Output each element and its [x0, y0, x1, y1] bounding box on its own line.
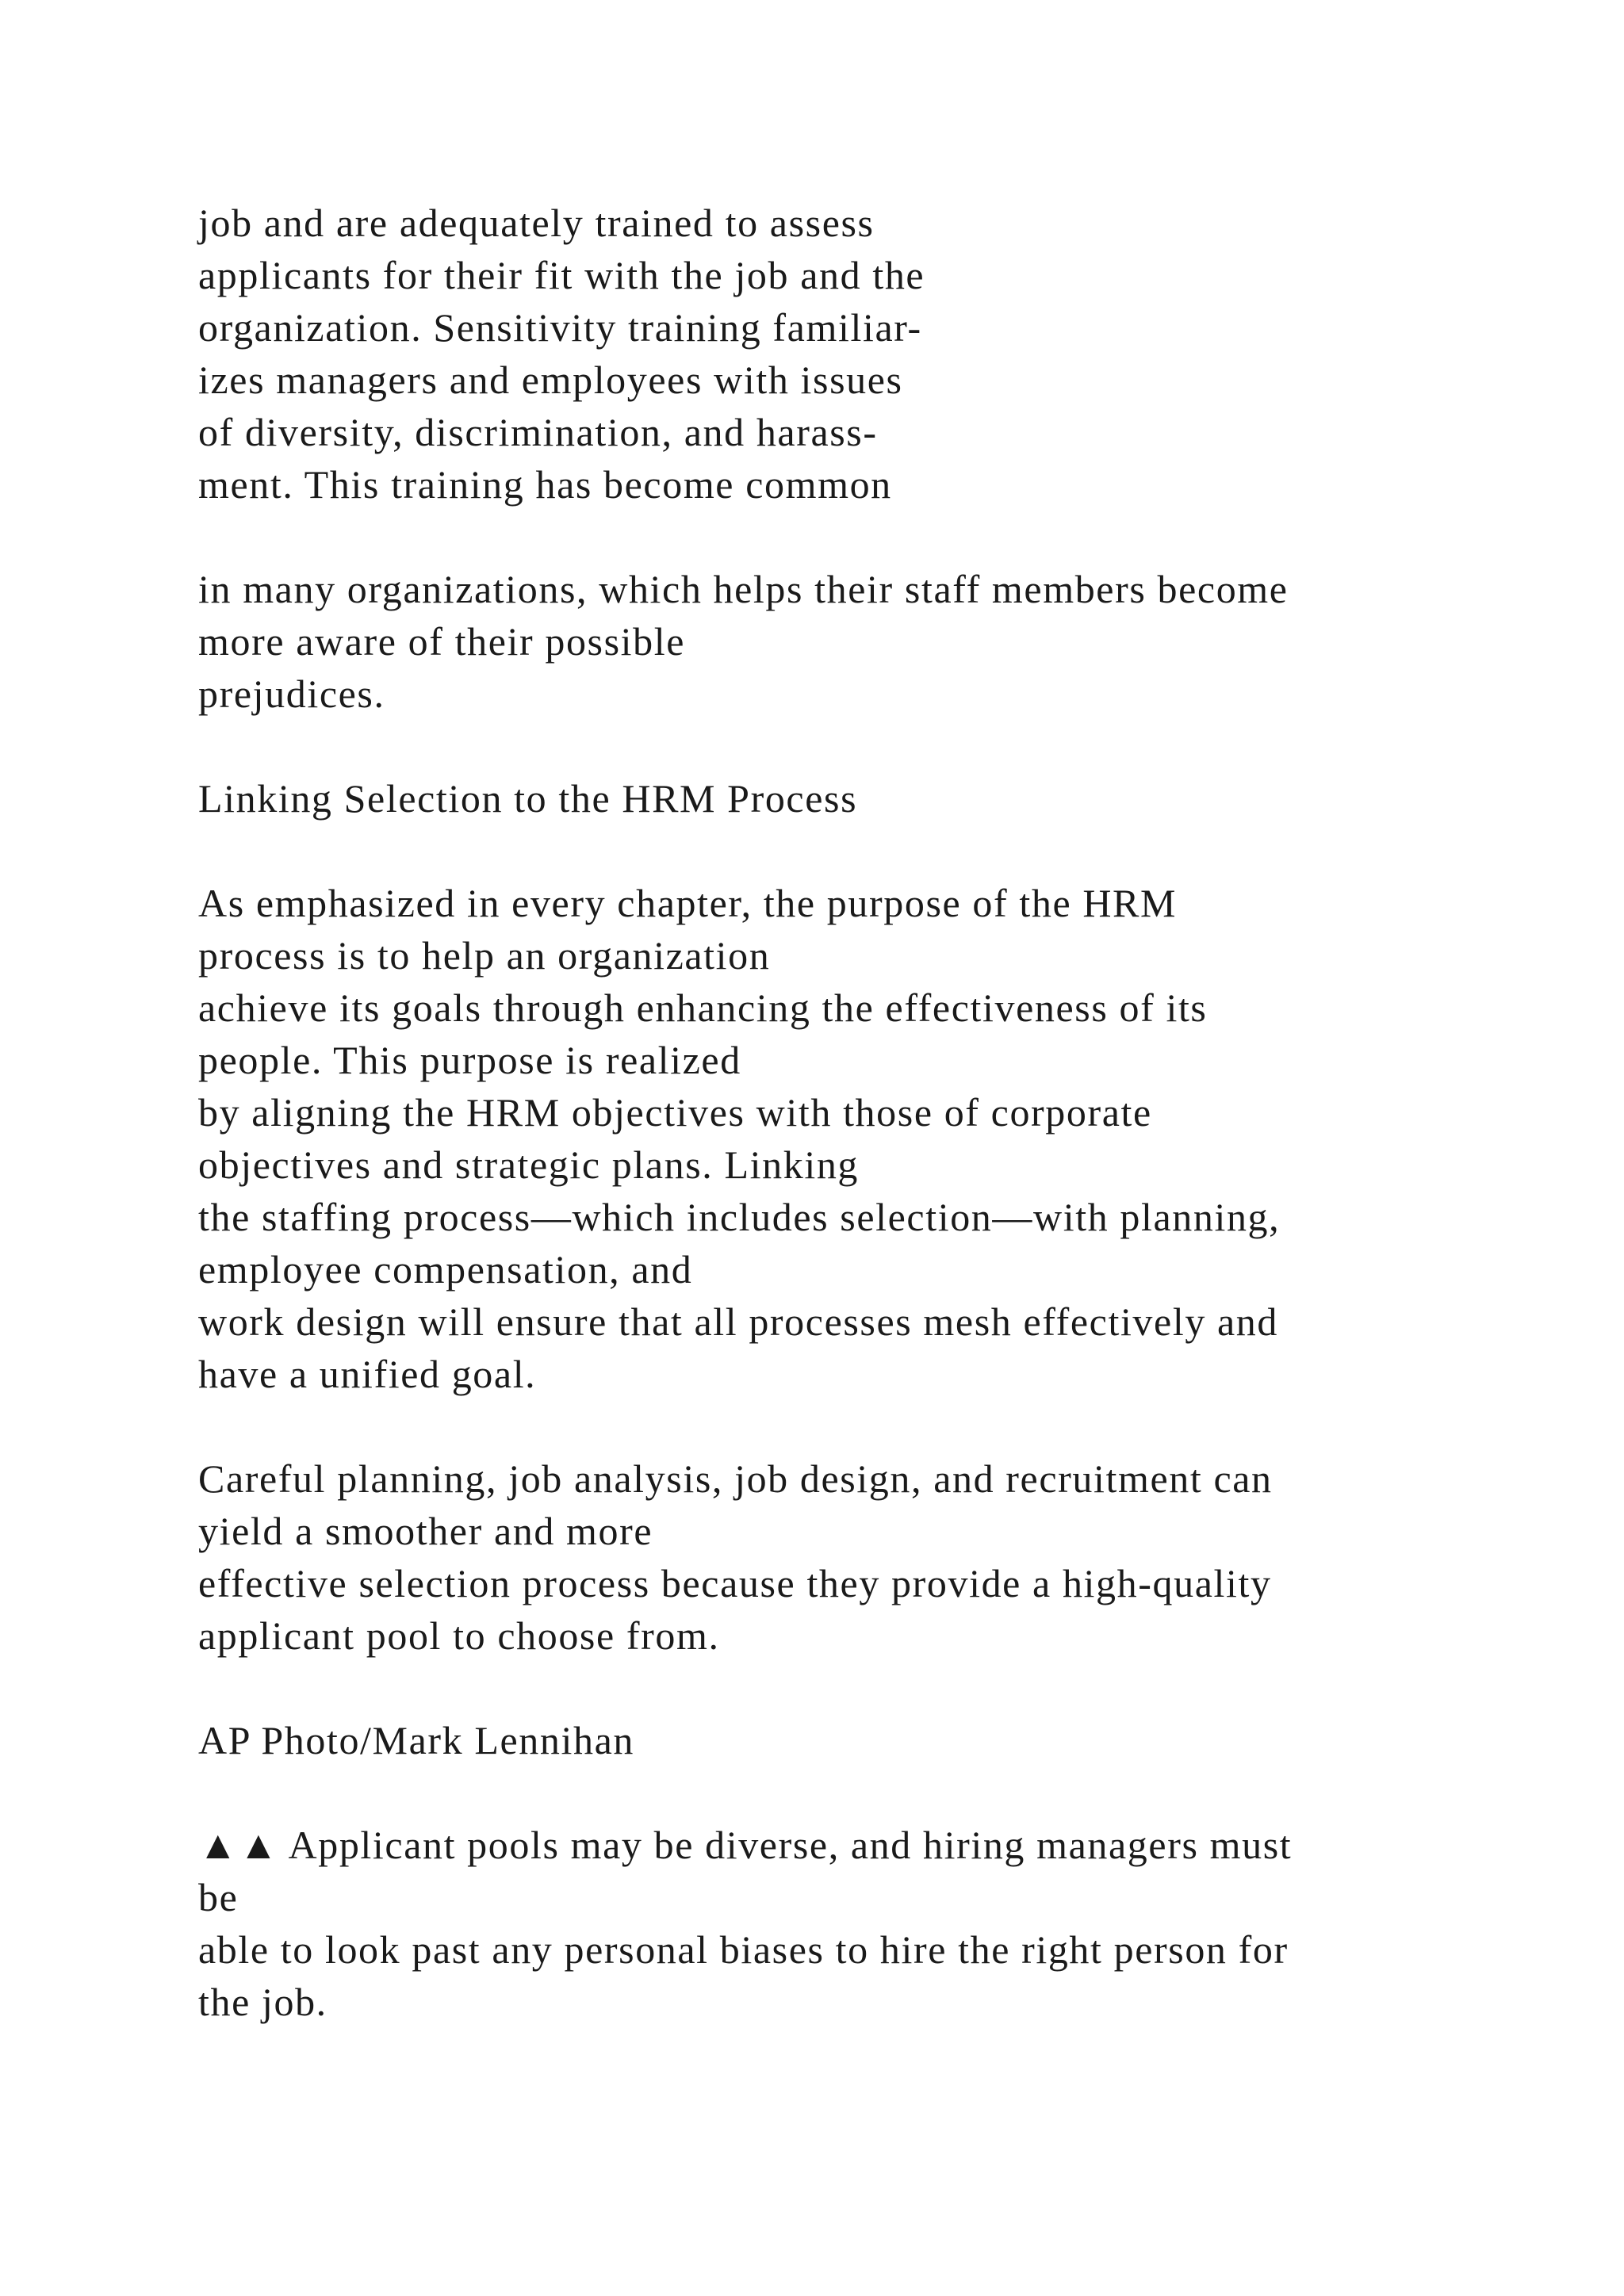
text-line: job and are adequately trained to assess	[198, 201, 875, 245]
text-line: more aware of their possible	[198, 619, 686, 664]
document-body	[198, 197, 1499, 2080]
section-heading	[198, 772, 1499, 825]
text-line: ment. This training has become common	[198, 462, 892, 507]
text-line: yield a smoother and more	[198, 1509, 653, 1553]
text-line: izes managers and employees with issues	[198, 358, 903, 402]
photo-caption	[198, 1819, 1499, 2028]
text-line: work design will ensure that all processes mesh effectively and	[198, 1299, 1279, 1344]
text-line: in many organizations, which helps their staff members become	[198, 567, 1289, 611]
body-paragraph	[198, 197, 1499, 511]
text-line: applicant pool to choose from.	[198, 1613, 720, 1658]
text-line: prejudices.	[198, 672, 385, 716]
text-line: employee compensation, and	[198, 1247, 693, 1292]
text-line: people. This purpose is realized	[198, 1038, 741, 1082]
body-paragraph	[198, 877, 1499, 1400]
text-line: achieve its goals through enhancing the effectiveness of its	[198, 985, 1208, 1030]
text-line: process is to help an organization	[198, 933, 771, 978]
text-line: ▲▲ Applicant pools may be diverse, and hiring managers must	[198, 1823, 1293, 1867]
text-line: of diversity, discrimination, and harass-	[198, 410, 878, 454]
text-line: As emphasized in every chapter, the purpose of the HRM	[198, 881, 1178, 925]
text-line: by aligning the HRM objectives with those of corporate	[198, 1090, 1152, 1135]
text-line: objectives and strategic plans. Linking	[198, 1142, 860, 1187]
text-line: effective selection process because they provide a high-quality	[198, 1561, 1272, 1605]
text-line: the staffing process—which includes selection—with planning,	[198, 1195, 1281, 1239]
text-line: the job.	[198, 1980, 327, 2024]
text-line: applicants for their fit with the job and the	[198, 253, 925, 297]
text-line: Linking Selection to the HRM Process	[198, 776, 858, 821]
text-line: be	[198, 1875, 239, 1919]
body-paragraph	[198, 563, 1499, 720]
text-line: Careful planning, job analysis, job design, and recruitment can	[198, 1456, 1273, 1501]
photo-credit	[198, 1714, 1499, 1766]
text-line: AP Photo/Mark Lennihan	[198, 1718, 634, 1762]
text-line: able to look past any personal biases to hire the right person for	[198, 1927, 1289, 1972]
text-line: have a unified goal.	[198, 1352, 537, 1396]
text-line: organization. Sensitivity training familiar-	[198, 305, 922, 350]
body-paragraph	[198, 1452, 1499, 1662]
